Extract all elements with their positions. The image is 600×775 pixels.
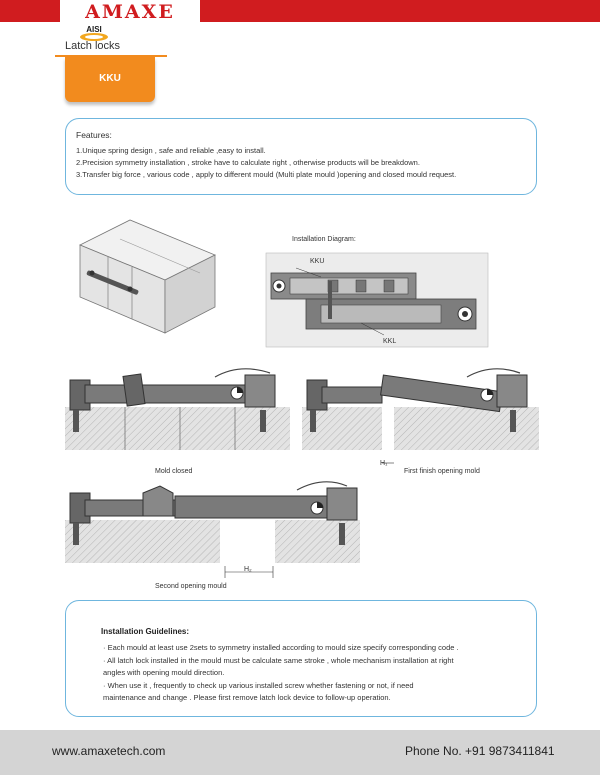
section-title: Latch locks <box>65 40 121 52</box>
h1-label: H₁ <box>380 460 388 467</box>
guideline-item: maintenance and change . Please first remove latch lock device to follow-up operation. <box>103 693 391 702</box>
mold-closed-drawing <box>65 365 290 450</box>
label-kkl: KKL <box>383 338 397 345</box>
guideline-item: · When use it , frequently to check up various installed screw whether fastening or not, if need <box>103 681 414 690</box>
guideline-item: · All latch lock installed in the mould must be calculate same stroke , whole mechanism installation at right <box>103 656 454 665</box>
aisi-logo-text: AISI <box>86 25 102 34</box>
features-box <box>65 118 537 195</box>
caption-first-opening: First finish opening mold <box>404 468 480 475</box>
installation-diagram <box>266 253 488 347</box>
guideline-item: angles with opening mould direction. <box>103 668 225 677</box>
guideline-item: · Each mould at least use 2sets to symmetry installed according to mould size specify corresponding code . <box>103 643 459 652</box>
footer-website[interactable]: www.amaxetech.com <box>52 744 166 758</box>
caption-mold-closed: Mold closed <box>155 468 193 475</box>
caption-second-opening: Second opening mould <box>155 583 227 590</box>
h2-label: H₂ <box>244 566 252 573</box>
feature-item: 2.Precision symmetry installation , stroke have to calculate right , otherwise products will be breakdown. <box>76 158 420 167</box>
feature-item: 3.Transfer big force , various code , apply to different mould (Multi plate mould )opening and closed mould request. <box>76 170 457 179</box>
features-title: Features: <box>76 130 112 140</box>
mould-3d-illustration <box>70 215 225 335</box>
product-tab-label: KKU <box>99 73 121 84</box>
second-opening-drawing <box>65 478 360 563</box>
h2-dimension <box>223 566 283 578</box>
label-kku: KKU <box>310 258 325 265</box>
guidelines-title: Installation Guidelines: <box>101 627 190 636</box>
first-opening-drawing <box>302 365 539 450</box>
installation-diagram-title: Installation Diagram: <box>292 236 356 243</box>
feature-item: 1.Unique spring design , safe and reliable ,easy to install. <box>76 146 266 155</box>
brand-logo: AMAXE <box>85 1 175 23</box>
footer-phone: Phone No. +91 9873411841 <box>405 744 555 758</box>
